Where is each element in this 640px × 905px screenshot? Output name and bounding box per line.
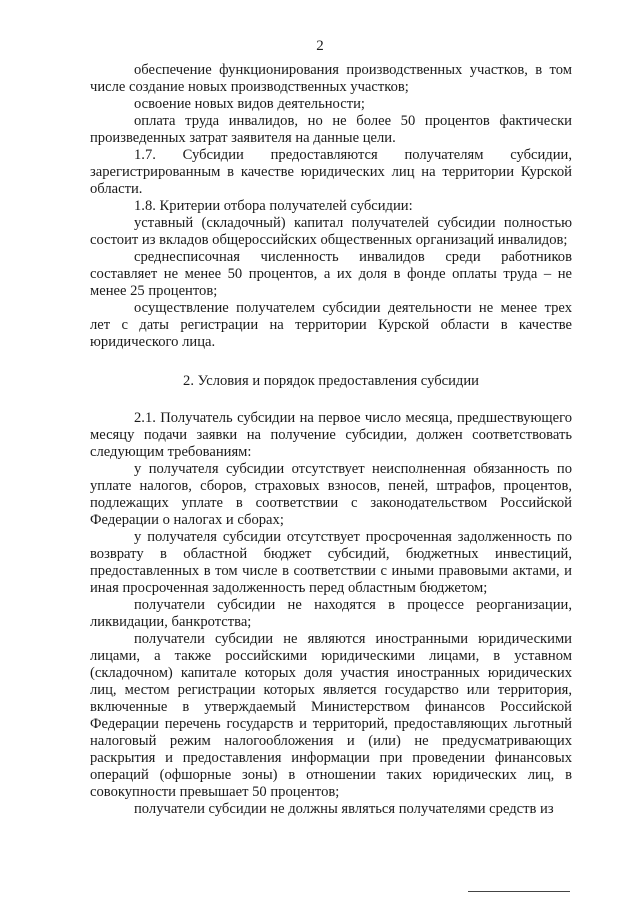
document-body — [90, 62, 572, 818]
paragraph: получатели субсидии не должны являться получателями средств из — [134, 801, 554, 817]
paragraph: получатели субсидии не находятся в процессе реорганизации, ликвидации, банкротства; — [90, 597, 572, 630]
paragraph: у получателя субсидии отсутствует неисполненная обязанность по уплате налогов, сборов, страховых взносов, пеней, штрафов, процентов, подлежащих уплате в соответствии с законодательством Российской Федерации о налогах и сборах; — [90, 461, 572, 528]
footer-rule — [468, 891, 570, 892]
paragraph: получатели субсидии не являются иностранными юридическими лицами, а также российскими юридическими лицами, в уставном (складочном) капитале которых доля участия иностранных юридических лиц, местом регистрации которых является государство или территория, включенные в утверждаемый Министерством финансов Российской Федерации перечень государств и территорий, предоставляющих льготный налоговый режим налогообложения и (или) не предусматривающих раскрытия и предоставления информации при проведении финансовых операций (офшорные зоны) в отношении таких юридических лиц, в совокупности превышает 50 процентов; — [90, 631, 572, 800]
paragraph: осуществление получателем субсидии деятельности не менее трех лет с даты регистрации на территории Курской области в качестве юридического лица. — [90, 300, 572, 350]
page-number: 2 — [316, 38, 324, 54]
paragraph: освоение новых видов деятельности; — [134, 96, 365, 112]
paragraph: у получателя субсидии отсутствует просроченная задолженность по возврату в областной бюджет субсидий, бюджетных инвестиций, предоставленных в том числе в соответствии с иными правовыми актами, и иная просроченная задолженность перед областным бюджетом; — [90, 529, 572, 596]
paragraph: 1.8. Критерии отбора получателей субсидии: — [134, 198, 413, 214]
paragraph: 2.1. Получатель субсидии на первое число месяца, предшествующего месяцу подачи заявки на получение субсидии, должен соответствовать следующим требованиям: — [90, 410, 572, 460]
paragraph: обеспечение функционирования производственных участков, в том числе создание новых производственных участков; — [90, 62, 572, 95]
paragraph: уставный (складочный) капитал получателей субсидии полностью состоит из вкладов общероссийских общественных организаций инвалидов; — [90, 215, 572, 248]
paragraph: среднесписочная численность инвалидов среди работников составляет не менее 50 процентов, а их доля в фонде оплаты труда – не менее 25 процентов; — [90, 249, 572, 299]
paragraph: оплата труда инвалидов, но не более 50 процентов фактически произведенных затрат заявителя на данные цели. — [90, 113, 572, 146]
paragraph: 1.7. Субсидии предоставляются получателям субсидии, зарегистрированным в качестве юридических лиц на территории Курской области. — [90, 147, 572, 197]
section-heading: 2. Условия и порядок предоставления субсидии — [183, 373, 479, 389]
